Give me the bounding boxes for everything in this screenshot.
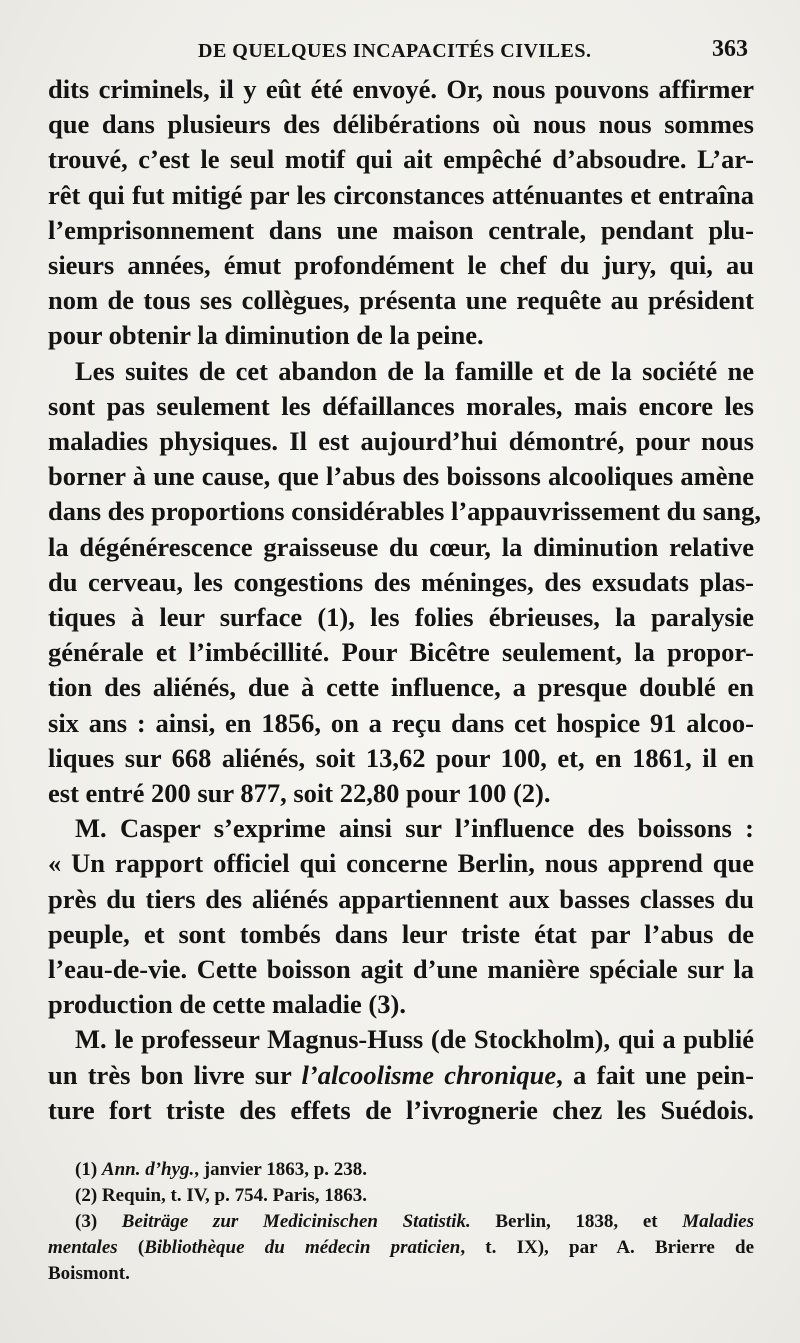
text-line: borner à une cause, que l’abus des boissons alcooliques amène (48, 461, 754, 492)
footnote-italic: mentales (48, 1237, 118, 1258)
text-line: dans des proportions considérables l’appauvrissement du sang, (48, 496, 761, 527)
text-line: M. Casper s’exprime ainsi sur l’influence des boissons : (75, 813, 754, 844)
paragraph-3 (48, 811, 754, 1022)
footnote-text: Requin, t. IV, p. 754. Paris, 1863. (101, 1185, 368, 1206)
text-segment: , a fait une pein- (556, 1059, 755, 1090)
text-line: pour obtenir la diminution de la peine. (48, 320, 484, 351)
book-title-italic: l’alcoolisme chronique (301, 1059, 557, 1090)
footnote-text: , t. IX), par A. Brierre de (460, 1237, 755, 1258)
text-line: trouvé, c’est le seul motif qui ait empêché d’absoudre. L’ar- (48, 144, 754, 175)
footnote-3-line-2 (48, 1235, 754, 1261)
text-line: du cerveau, les congestions des méninges, des exsudats plas- (48, 566, 754, 597)
main-text (48, 72, 761, 1128)
text-line: ture fort triste des effets de l’ivrognerie chez les Suédois. (48, 1094, 754, 1125)
text-line: tiques à leur surface (1), les folies ébrieuses, la paralysie (48, 602, 754, 633)
footnote-marker: (1) (75, 1159, 98, 1180)
text-line: Les suites de cet abandon de la famille et de la société ne (75, 355, 754, 386)
text-line: maladies physiques. Il est aujourd’hui démontré, pour nous (48, 426, 754, 457)
text-line: que dans plusieurs des délibérations où nous nous sommes (48, 109, 754, 140)
text-line: nom de tous ses collègues, présenta une requête au président (48, 285, 754, 316)
text-line: l’emprisonnement dans une maison centrale, pendant plu- (48, 214, 754, 245)
footnote-text: ( (117, 1237, 145, 1258)
text-line: « Un rapport officiel qui concerne Berlin, nous apprend que (48, 848, 754, 879)
text-line: M. le professeur Magnus-Huss (de Stockholm), qui a publié (75, 1024, 754, 1055)
footnote-italic: Beiträge zur Medicinischen Statistik. (121, 1211, 471, 1232)
page-number: 363 (712, 36, 748, 62)
text-line: l’eau-de-vie. Cette boisson agit d’une manière spéciale sur la (48, 954, 754, 985)
text-line: peuple, et sont tombés dans leur triste état par l’abus de (48, 918, 754, 949)
text-line: six ans : ainsi, en 1856, on a reçu dans cet hospice 91 alcoo- (48, 707, 754, 738)
footnote-2 (48, 1183, 754, 1209)
text-line: liques sur 668 aliénés, soit 13,62 pour 100, et, en 1861, il en (48, 742, 754, 773)
text-line: tion des aliénés, due à cette influence, a presque doublé en (48, 672, 754, 703)
footnote-text: Berlin, 1838, et (470, 1211, 683, 1232)
text-line (48, 1058, 754, 1093)
text-line: sieurs années, émut profondément le chef du jury, qui, au (48, 250, 754, 281)
text-line: dits criminels, il y eût été envoyé. Or, nous pouvons affirmer (48, 74, 754, 104)
footnote-3-line-3: Boismont. (48, 1263, 130, 1284)
footnote-marker: (3) (75, 1211, 98, 1232)
paragraph-4 (48, 1022, 754, 1128)
paragraph-2 (48, 354, 761, 812)
running-head: DE QUELQUES INCAPACITÉS CIVILES. (198, 40, 592, 62)
footnote-marker: (2) (75, 1185, 98, 1206)
footnotes (48, 1157, 754, 1287)
text-line: près du tiers des aliénés appartiennent aux basses classes du (48, 883, 754, 914)
footnote-3 (48, 1209, 754, 1235)
paragraph-1 (48, 72, 754, 354)
text-line: sont pas seulement les défaillances morales, mais encore les (48, 390, 754, 421)
text-line: production de cette maladie (3). (48, 989, 406, 1020)
text-line: la dégénérescence graisseuse du cœur, la diminution relative (48, 531, 754, 562)
footnote-italic: Bibliothèque du médecin praticien (144, 1237, 461, 1258)
footnote-text: , janvier 1863, p. 238. (194, 1159, 368, 1180)
text-line: générale et l’imbécillité. Pour Bicêtre seulement, la propor- (48, 637, 754, 668)
footnote-1 (48, 1157, 754, 1183)
text-line: rêt qui fut mitigé par les circonstances atténuantes et entraîna (48, 179, 754, 210)
footnote-italic: Ann. d’hyg. (101, 1159, 195, 1180)
text-line: est entré 200 sur 877, soit 22,80 pour 100 (2). (48, 778, 551, 809)
text-segment: un très bon livre sur (48, 1059, 302, 1090)
page-header (48, 36, 752, 72)
footnote-italic: Maladies (682, 1211, 754, 1232)
